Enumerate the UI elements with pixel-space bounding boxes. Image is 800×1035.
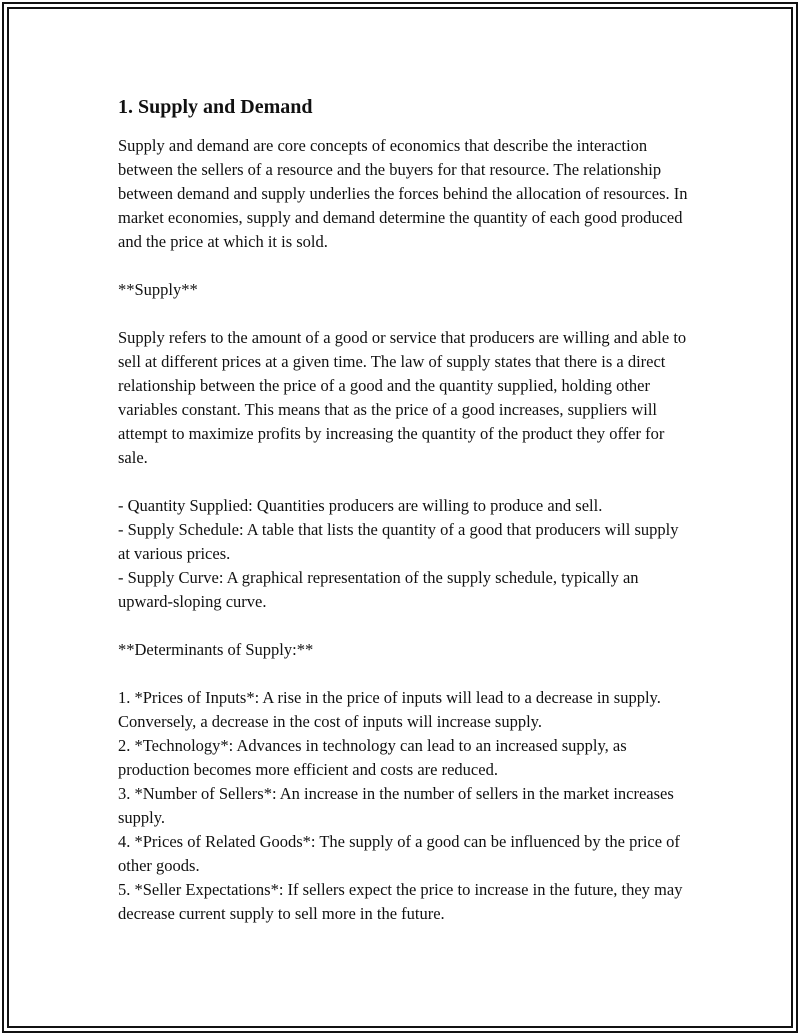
- definition-item: - Supply Schedule: A table that lists the quantity of a good that producers will supply at various prices.: [118, 520, 679, 563]
- document-body: [118, 94, 693, 926]
- definition-item: - Quantity Supplied: Quantities producers are willing to produce and sell.: [118, 496, 603, 515]
- spacer: [118, 470, 693, 494]
- spacer: [118, 662, 693, 686]
- supply-paragraph: Supply refers to the amount of a good or service that producers are willing and able to sell at different prices at a given time. The law of supply states that there is a direct relationship between the price of a good and the quantity supplied, holding other variables constant. This means that as the price of a good increases, suppliers will attempt to maximize profits by increasing the quantity of the product they offer for sale.: [118, 328, 687, 467]
- section-heading: 1. Supply and Demand: [118, 96, 313, 118]
- spacer: [118, 254, 693, 278]
- determinant-item: 1. *Prices of Inputs*: A rise in the price of inputs will lead to a decrease in supply. Conversely, a decrease in the cost of inputs will increase supply.: [118, 688, 661, 731]
- spacer: [118, 614, 693, 638]
- supply-subheading: **Supply**: [118, 280, 198, 299]
- determinants-subheading: **Determinants of Supply:**: [118, 640, 314, 659]
- determinant-item: 3. *Number of Sellers*: An increase in the number of sellers in the market increases supply.: [118, 784, 674, 827]
- spacer: [118, 302, 693, 326]
- intro-paragraph: Supply and demand are core concepts of economics that describe the interaction between the sellers of a resource and the buyers for that resource. The relationship between demand and supply underlies the forces behind the allocation of resources. In market economies, supply and demand determine the quantity of each good produced and the price at which it is sold.: [118, 136, 688, 251]
- determinant-item: 5. *Seller Expectations*: If sellers expect the price to increase in the future, they may decrease current supply to sell more in the future.: [118, 880, 683, 923]
- definition-item: - Supply Curve: A graphical representation of the supply schedule, typically an upward-sloping curve.: [118, 568, 639, 611]
- determinant-item: 4. *Prices of Related Goods*: The supply of a good can be influenced by the price of other goods.: [118, 832, 680, 875]
- determinant-item: 2. *Technology*: Advances in technology can lead to an increased supply, as production becomes more efficient and costs are reduced.: [118, 736, 627, 779]
